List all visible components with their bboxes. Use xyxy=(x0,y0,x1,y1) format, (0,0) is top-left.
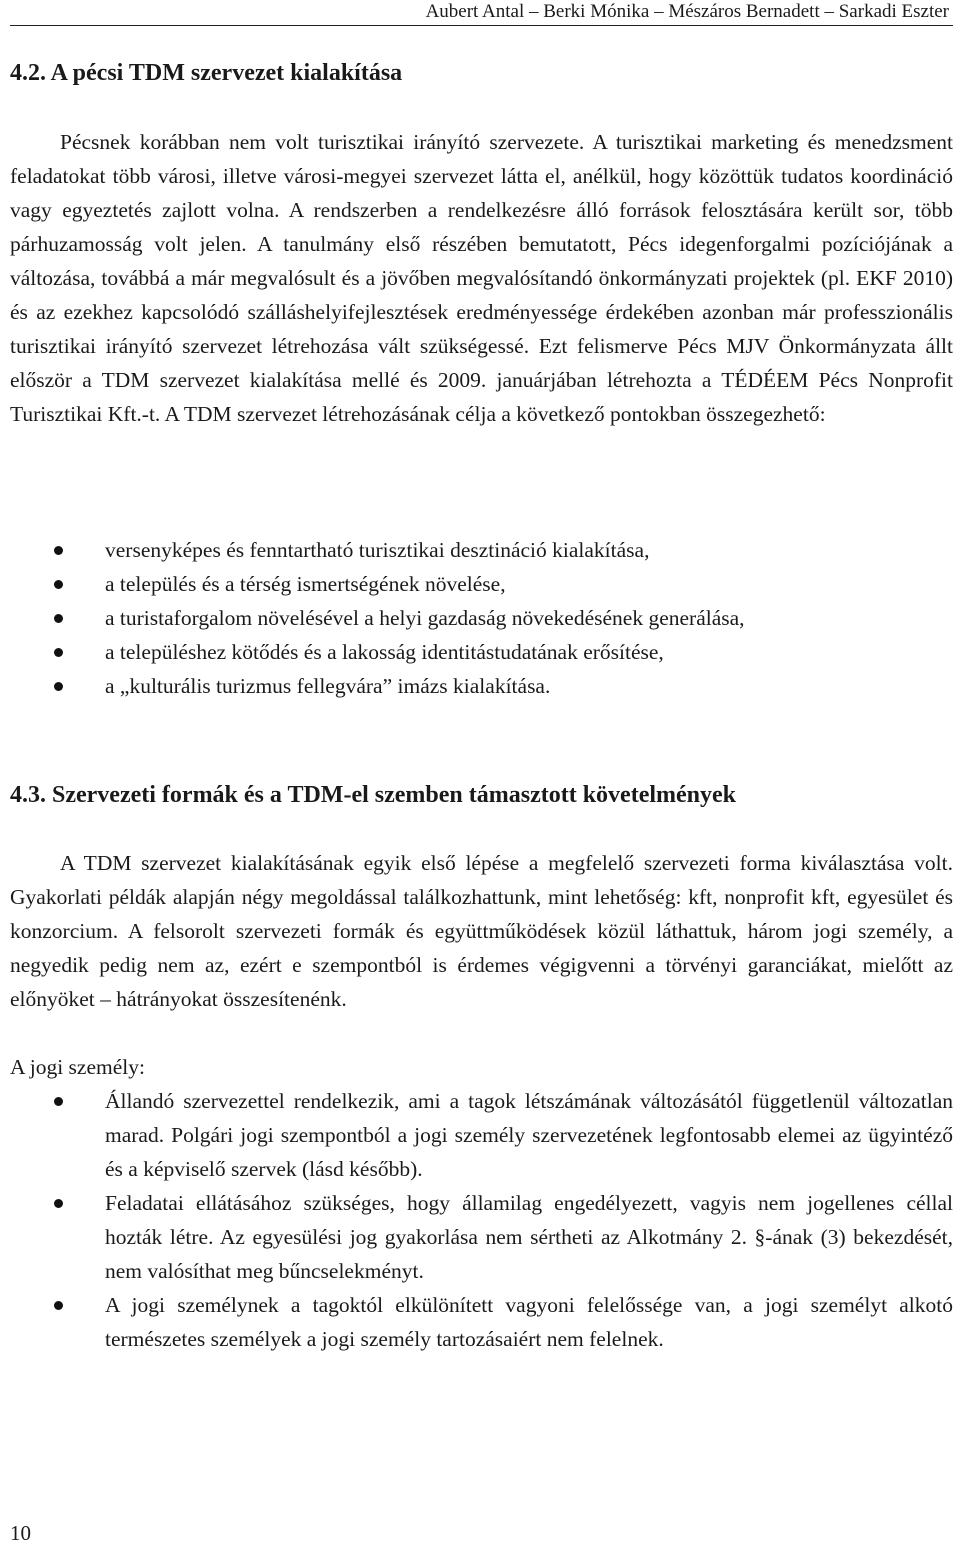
section-heading-4-2: 4.2. A pécsi TDM szervezet kialakítása xyxy=(10,60,403,86)
goals-bullet-list xyxy=(10,533,953,703)
legal-entity-bullet-list xyxy=(10,1084,953,1356)
paragraph-jogi-szemely-intro: A jogi személy: xyxy=(10,1055,145,1079)
list-item: Feladatai ellátásához szükséges, hogy államilag engedélyezett, vagyis nem jogellenes céllal hozták létre. Az egyesülési jog gyakorlása nem sértheti az Alkotmány 2. §-ának (3) bekezdését, nem valósíthat meg bűncselekményt. xyxy=(10,1186,953,1288)
list-item: a településhez kötődés és a lakosság identitástudatának erősítése, xyxy=(10,635,953,669)
running-header xyxy=(10,0,953,26)
list-item: versenyképes és fenntartható turisztikai desztináció kialakítása, xyxy=(10,533,953,567)
paragraph-tdm-pecs: Pécsnek korábban nem volt turisztikai irányító szervezete. A turisztikai marketing és menedzsment feladatokat több városi, illetve városi-megyei szervezet látta el, anélkül, hogy közöttük tudatos koordináció vagy egyeztetés zajlott volna. A rendszerben a rendelkezésre álló források felosztására került sor, több párhuzamosság volt jelen. A tanulmány első részében bemutatott, Pécs idegenforgalmi pozíciójának a változása, továbbá a már megvalósult és a jövőben megvalósítandó önkormányzati projektek (pl. EKF 2010) és az ezekhez kapcsolódó szálláshelyifejlesztések eredményessége érdekében azonban már professzionális turisztikai irányító szervezet létrehozása vált szükségessé. Ezt felismerve Pécs MJV Önkormányzata állt először a TDM szervezet kialakítása mellé és 2009. januárjában létrehozta a TÉDÉEM Pécs Nonprofit Turisztikai Kft.-t. A TDM szervezet létrehozásának célja a következő pontokban összegezhető: xyxy=(10,130,953,426)
list-item: A jogi személynek a tagoktól elkülönített vagyoni felelőssége van, a jogi személyt alkotó természetes személyek a jogi személy tartozásaiért nem felelnek. xyxy=(10,1288,953,1356)
page-number: 10 xyxy=(10,1521,31,1545)
section-heading-4-3: 4.3. Szervezeti formák és a TDM-el szemben támasztott követelmények xyxy=(10,782,737,808)
list-item: Állandó szervezettel rendelkezik, ami a tagok létszámának változásától függetlenül változatlan marad. Polgári jogi szempontból a jogi személy szervezetének legfontosabb elemei az ügyintéző és a képviselő szervek (lásd később). xyxy=(10,1084,953,1186)
header-authors: Aubert Antal – Berki Mónika – Mészáros Bernadett – Sarkadi Eszter xyxy=(425,1,949,22)
list-item: a település és a térség ismertségének növelése, xyxy=(10,567,953,601)
list-item: a „kulturális turizmus fellegvára” imázs kialakítása. xyxy=(10,669,953,703)
list-item: a turistaforgalom növelésével a helyi gazdaság növekedésének generálása, xyxy=(10,601,953,635)
document-page xyxy=(10,0,953,1550)
paragraph-szervezeti-formak: A TDM szervezet kialakításának egyik első lépése a megfelelő szervezeti forma kiválasztása volt. Gyakorlati példák alapján négy megoldással találkozhattunk, mint lehetőség: kft, nonprofit kft, egyesület és konzorcium. A felsorolt szervezeti formák és együttműködések közül láthattuk, három jogi személy, a negyedik pedig nem az, ezért e szempontból is érdemes végigvenni a törvényi garanciákat, mielőtt az előnyöket – hátrányokat összesítenénk. xyxy=(10,851,953,1011)
